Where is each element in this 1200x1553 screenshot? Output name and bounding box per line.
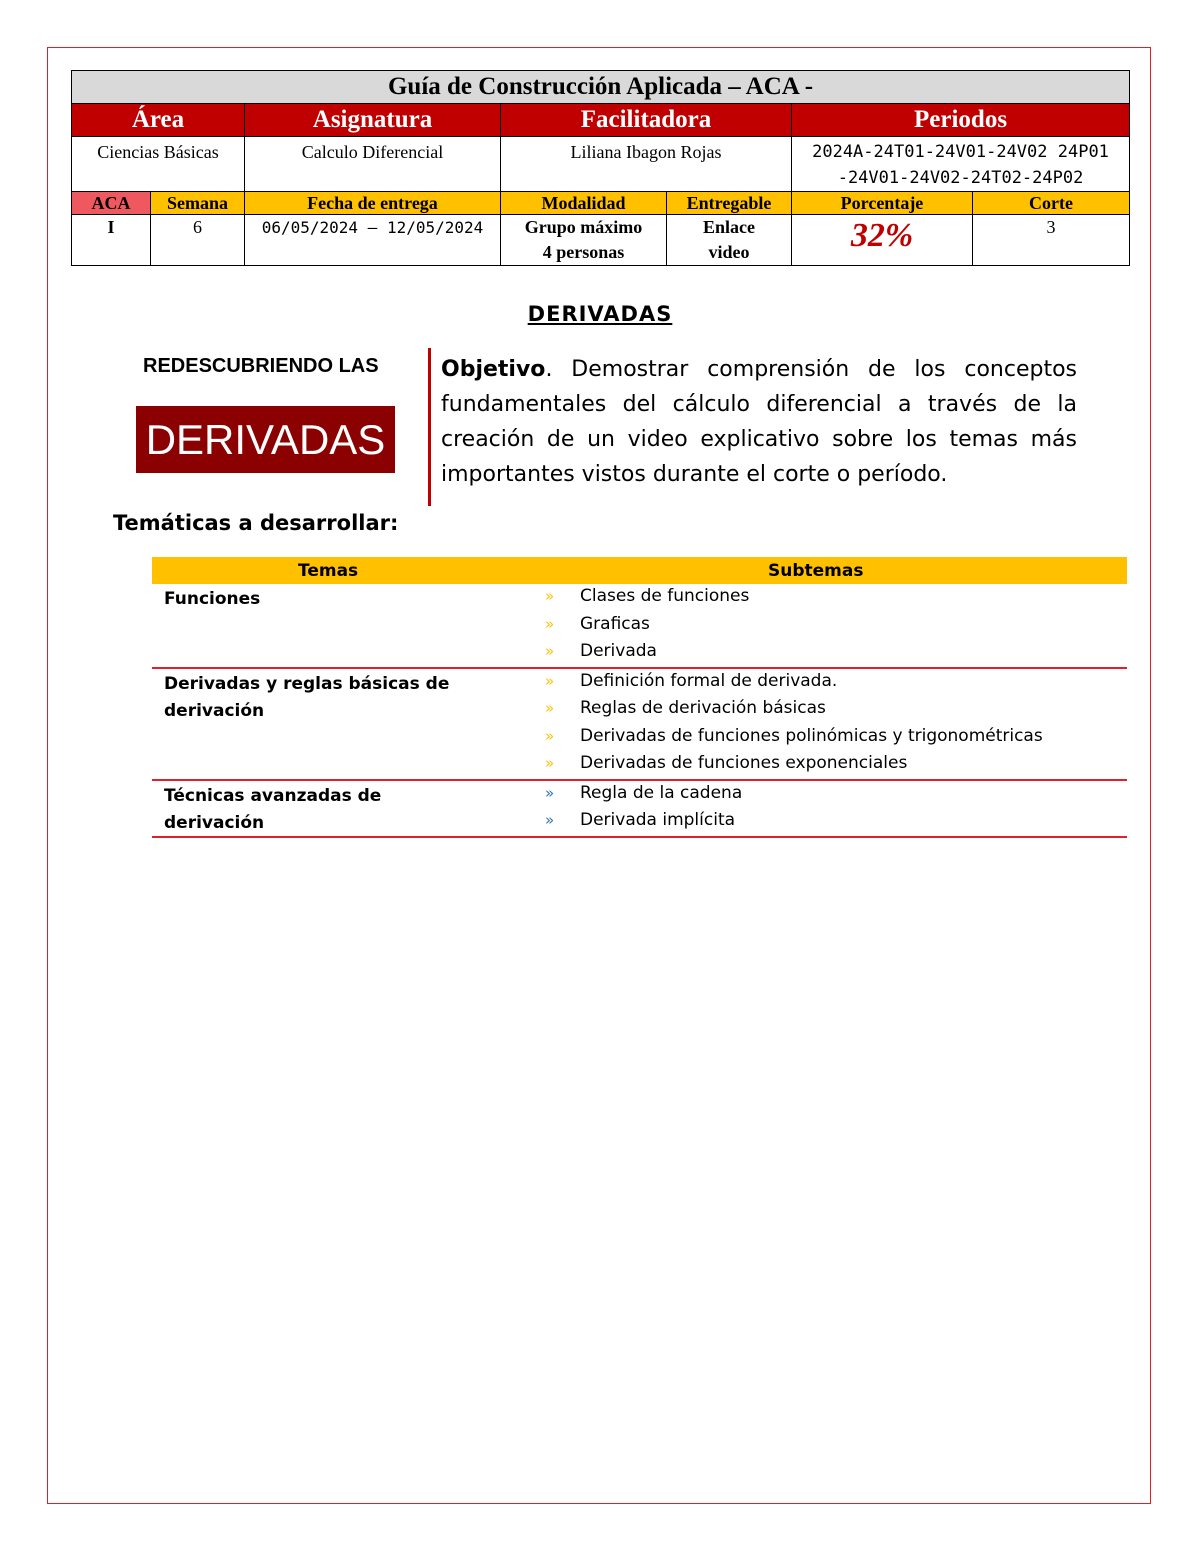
porcentaje-value: 32% — [792, 215, 973, 266]
aca-value: I — [72, 215, 151, 266]
objective-label: Objetivo — [441, 357, 546, 382]
chevron-icon: » — [545, 642, 555, 660]
subtemas-column-header: Subtemas — [768, 561, 864, 581]
tematicas-heading: Temáticas a desarrollar: — [113, 511, 399, 535]
corte-label: Corte — [973, 192, 1130, 215]
fecha-label: Fecha de entrega — [245, 192, 501, 215]
topic-group — [152, 669, 1127, 781]
entregable-label: Entregable — [667, 192, 792, 215]
objective-paragraph — [441, 352, 1077, 492]
porcentaje-label: Porcentaje — [792, 192, 973, 215]
topic-group — [152, 781, 1127, 838]
subtopic-item — [152, 781, 1127, 809]
modalidad-line-2: 4 personas — [542, 242, 625, 262]
document-heading: DERIVADAS — [527, 302, 673, 326]
aca-label: ACA — [72, 192, 151, 215]
topic-groups — [152, 584, 1127, 838]
guide-title: Guía de Construcción Aplicada – ACA - — [72, 71, 1130, 104]
subtopic-text: Graficas — [580, 613, 650, 634]
subtopic-text: Regla de la cadena — [580, 782, 743, 803]
modalidad-line-1: Grupo máximo — [524, 217, 643, 237]
entregable-line-1: Enlace — [703, 217, 755, 237]
semana-value: 6 — [151, 215, 245, 266]
logo-top-text: REDESCUBRIENDO LAS — [143, 355, 379, 377]
periodos-label: Periodos — [792, 104, 1130, 137]
chevron-icon: » — [545, 699, 555, 717]
header-table — [71, 70, 1130, 266]
area-label: Área — [72, 104, 245, 137]
subtopic-text: Definición formal de derivada. — [580, 670, 838, 691]
subtopic-item — [152, 612, 1127, 640]
topic-title: Derivadas y reglas básicas de derivación — [164, 673, 450, 721]
chevron-icon: » — [545, 587, 555, 605]
topic-title: Técnicas avanzadas de derivación — [164, 785, 382, 833]
subtopic-text: Derivadas de funciones exponenciales — [580, 753, 908, 773]
subtopic-text: Reglas de derivación básicas — [580, 698, 826, 718]
entregable-value — [667, 215, 792, 266]
subtopic-text: Derivadas de funciones polinómicas y trigonométricas — [580, 725, 1043, 746]
subtopic-text: Clases de funciones — [580, 586, 750, 606]
temas-column-header: Temas — [298, 561, 359, 581]
chevron-icon: » — [545, 811, 555, 829]
area-value: Ciencias Básicas — [72, 137, 245, 192]
chevron-icon: » — [545, 726, 555, 745]
subtopic-item — [152, 669, 1127, 697]
subtopic-text: Derivada — [580, 641, 657, 661]
periodos-value — [792, 137, 1130, 192]
subtopic-text: Derivada implícita — [580, 810, 736, 830]
subtopic-item — [152, 751, 1127, 779]
topic-title: Funciones — [164, 589, 261, 609]
periodos-line-1: 2024A-24T01-24V01-24V02 24P01 — [812, 142, 1109, 162]
subtopic-item — [152, 724, 1127, 752]
entregable-line-2: video — [708, 242, 750, 262]
subtopic-item — [152, 639, 1127, 667]
logo-box: DERIVADAS — [136, 406, 395, 473]
divider-bar — [428, 348, 431, 506]
asignatura-value: Calculo Diferencial — [245, 137, 501, 192]
modalidad-value — [501, 215, 667, 266]
facilitadora-label: Facilitadora — [501, 104, 792, 137]
chevron-icon: » — [545, 671, 555, 690]
topics-table — [152, 557, 1127, 838]
subtopic-item — [152, 696, 1127, 724]
asignatura-label: Asignatura — [245, 104, 501, 137]
chevron-icon: » — [545, 754, 555, 772]
topics-header — [152, 557, 1127, 584]
corte-value: 3 — [973, 215, 1130, 266]
chevron-icon: » — [545, 783, 555, 802]
modalidad-label: Modalidad — [501, 192, 667, 215]
semana-label: Semana — [151, 192, 245, 215]
chevron-icon: » — [545, 614, 555, 633]
fecha-value: 06/05/2024 – 12/05/2024 — [245, 215, 501, 266]
subtopic-item — [152, 584, 1127, 612]
facilitadora-value: Liliana Ibagon Rojas — [501, 137, 792, 192]
objective-text: . Demostrar comprensión de los conceptos fundamentales del cálculo diferencial a través de la creación de un video explicativo sobre los temas más importantes vistos durante el corte o período. — [441, 357, 1077, 487]
periodos-line-2: -24V01-24V02-24T02-24P02 — [837, 168, 1084, 188]
subtopic-item — [152, 808, 1127, 836]
topic-group — [152, 584, 1127, 669]
